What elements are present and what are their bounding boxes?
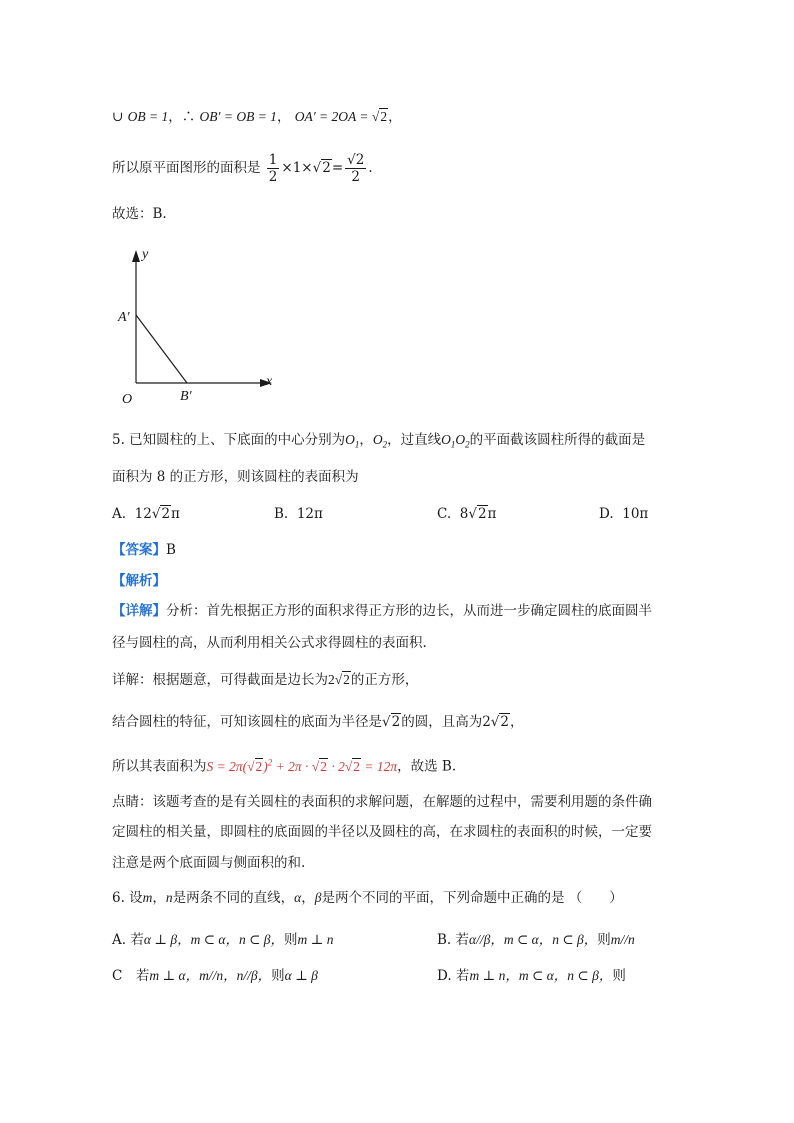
separator: ， [388,109,402,125]
surface-area-formula: $S = 2\pi(√2)^2 + 2\pi \cdot √2 \cdot 2√2 = 12\pi$ [206,757,398,774]
q5-stem-line-1 [112,430,645,455]
separator: ， [276,109,291,125]
label-o: O [122,392,133,407]
label-b-prime: B′ [180,389,192,404]
q5-text-a: 5. 已知圆柱的上、下底面的中心分别为 [112,432,346,448]
q5-detail-4: 所以其表面积为$S = 2\pi(√2)^2 + 2\pi \cdot √2 \cdot 2√2 = 12\pi$，故选 B. [112,757,457,775]
fraction-result: $\frac{√2}{2}$ [347,152,365,185]
q5-text-b: ，过直线 [387,432,442,448]
o2: $O_2$ [372,432,388,450]
separator: ，∴ [168,109,196,125]
q6-option-c: C 若m ⊥ α，m//n，n//β，则α ⊥ β [112,968,318,984]
q5-detail-line-1: 【详解】分析：首先根据正方形的面积求得正方形的边长，从而进一步确定圆柱的底面圆半 [112,603,652,619]
q6-option-b: B. 若α//β，m ⊂ α，n ⊂ β，则m//n [437,932,635,948]
q5-note-line-3: 注意是两个底面圆与侧面积的和. [112,855,306,871]
q5-option-d: D. 10π [599,506,649,522]
sqrt-2: √2 [312,160,331,176]
label-a-prime: A′ [118,310,130,325]
q5-note-line-2: 定圆柱的相关量，即圆柱的底面圆的半径以及圆柱的高，在求圆柱的表面积的时候，一定要 [112,824,652,840]
q5-option-c: C. 8√2π [437,506,497,522]
solution-line-1 [112,107,402,127]
segment-a-b [136,315,187,383]
o1o2: $O_1O_2$ [441,432,470,450]
o1: $O_1$ [345,432,360,450]
q5-analysis-tag: 【解析】 [112,573,166,589]
y-arrow [132,250,140,262]
q5-option-a: A. 12√2π [112,506,180,522]
q5-option-b: B. 12π [274,506,323,522]
eq-oa-prime: OA′ = 2OA = √2 [294,109,388,124]
prefix-symbol: ∪ [112,109,124,125]
period: . [368,160,373,176]
q5-answer: 【答案】B [112,542,176,558]
eq-ob-prime: OB′ = OB = 1 [199,109,277,124]
q5-stem-line-2: 面积为 8 的正方形，则该圆柱的表面积为 [112,469,359,485]
label-x: x [266,374,273,389]
q6-option-a: A. 若α ⊥ β，m ⊂ α，n ⊂ β，则m ⊥ n [112,932,334,948]
q5-text-c: 的平面截该圆柱所得的截面是 [469,432,646,448]
times: ×1× [281,160,313,176]
q6-option-d: D. 若m ⊥ n，m ⊂ α，n ⊂ β，则 [437,968,626,984]
equals: = [331,160,344,176]
coordinate-graph [112,240,292,410]
q5-detail-3: 结合圆柱的特征，可知该圆柱的底面为半径是√2的圆，且高为2√2， [112,714,524,730]
q5-note-line-1: 点睛：该题考查的是有关圆柱的表面积的求解问题，在解题的过程中，需要利用题的条件确 [112,794,652,810]
q5-detail-line-2: 径与圆柱的高，从而利用相关公式求得圆柱的表面积. [112,635,427,651]
answer-line: 故选：B. [112,206,167,222]
q5-detail-2: 详解：根据题意，可得截面是边长为2√2的正方形， [112,672,419,688]
q6-stem: 6. 设m，n是两条不同的直线，α，β是两个不同的平面，下列命题中正确的是 （ ） [112,890,623,906]
comma: ， [359,432,373,448]
eq-ob: OB = 1 [127,109,169,124]
solution-line-2 [112,152,373,185]
area-text: 所以原平面图形的面积是 [112,160,261,176]
fraction-half: $\frac{1}{2}$ [268,152,278,185]
label-y: y [142,247,149,262]
